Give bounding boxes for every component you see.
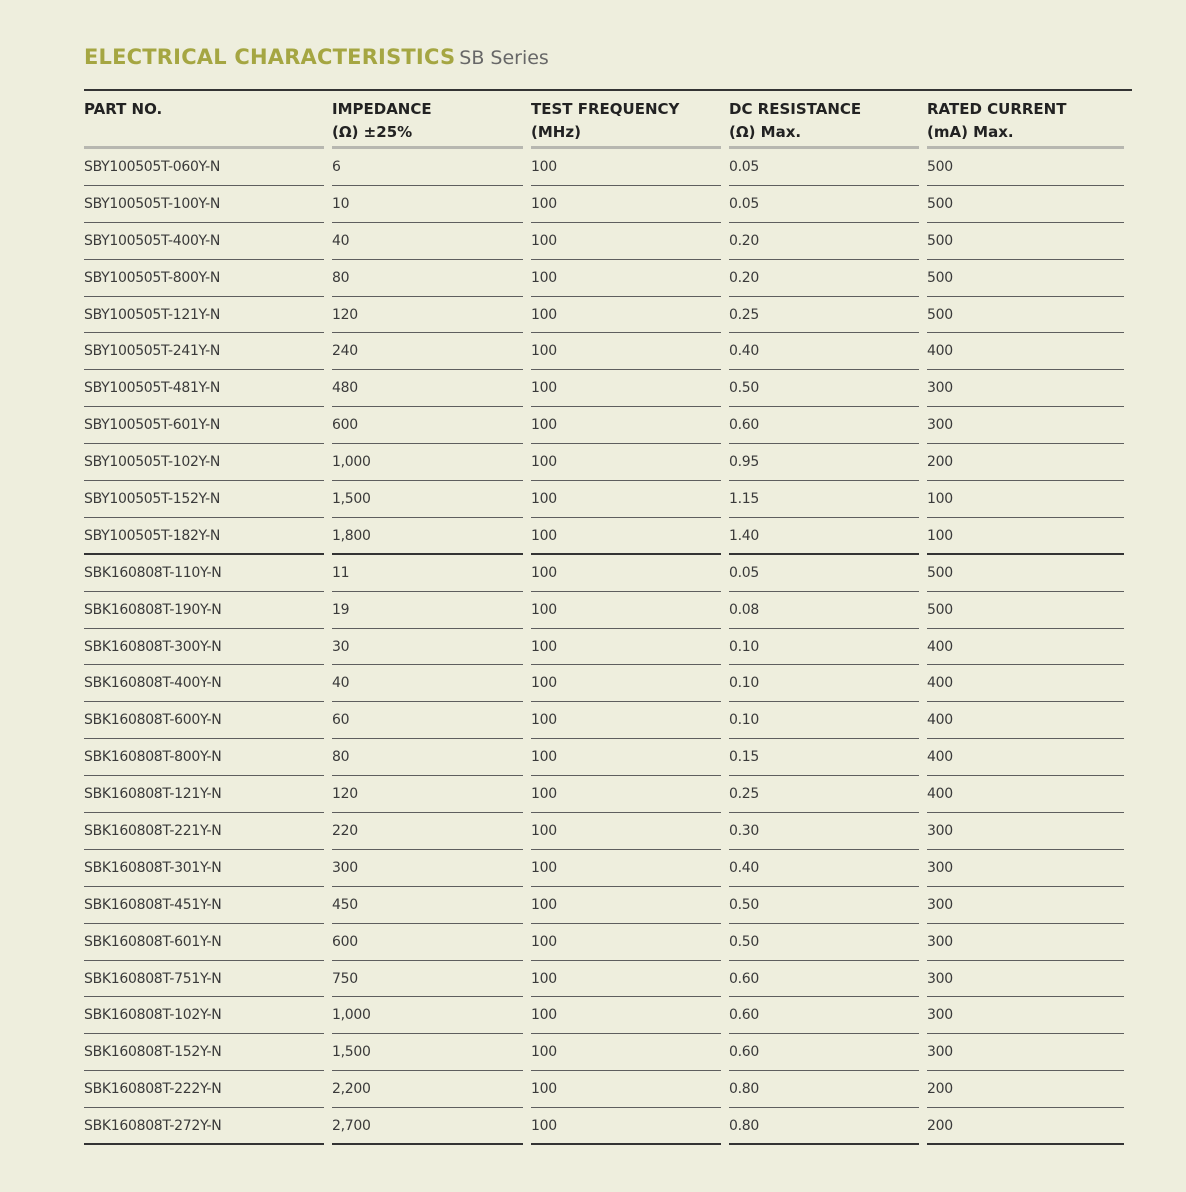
table-row [84,333,1132,370]
impedance-cell: 240 [332,333,523,370]
impedance-cell: 1,000 [332,444,523,481]
impedance-cell: 480 [332,370,523,407]
table-row [84,297,1132,334]
table-body [84,149,1132,1145]
impedance-cell: 40 [332,223,523,260]
part-no-cell: SBK160808T-301Y-N [84,850,324,887]
part-no-cell: SBK160808T-600Y-N [84,702,324,739]
dc-resistance-cell: 0.60 [729,1034,919,1071]
dc-resistance-cell: 0.80 [729,1108,919,1145]
part-no-cell: SBY100505T-800Y-N [84,260,324,297]
dc-resistance-cell: 0.25 [729,776,919,813]
test-frequency-cell: 100 [531,186,721,223]
dc-resistance-cell: 1.15 [729,481,919,518]
impedance-cell: 1,000 [332,997,523,1034]
dc-resistance-cell: 0.10 [729,665,919,702]
part-no-cell: SBK160808T-800Y-N [84,739,324,776]
impedance-cell: 2,200 [332,1071,523,1108]
dc-resistance-cell: 0.50 [729,370,919,407]
part-no-cell: SBY100505T-400Y-N [84,223,324,260]
rated-current-cell: 200 [927,444,1124,481]
impedance-cell: 1,500 [332,481,523,518]
impedance-cell: 80 [332,260,523,297]
part-no-cell: SBK160808T-272Y-N [84,1108,324,1145]
part-no-cell: SBK160808T-400Y-N [84,665,324,702]
rated-current-cell: 400 [927,665,1124,702]
part-no-cell: SBK160808T-601Y-N [84,924,324,961]
rated-current-cell: 300 [927,887,1124,924]
table-row [84,961,1132,998]
dc-resistance-cell: 0.10 [729,702,919,739]
dc-resistance-cell: 0.60 [729,407,919,444]
part-no-cell: SBK160808T-451Y-N [84,887,324,924]
rated-current-cell: 200 [927,1071,1124,1108]
rated-current-cell: 300 [927,370,1124,407]
rated-current-cell: 300 [927,997,1124,1034]
title-series: SB Series [459,47,549,69]
dc-resistance-cell: 0.05 [729,149,919,186]
test-frequency-cell: 100 [531,518,721,555]
table-row [84,997,1132,1034]
table-row [84,186,1132,223]
impedance-cell: 19 [332,592,523,629]
rated-current-cell: 300 [927,961,1124,998]
part-no-cell: SBY100505T-121Y-N [84,297,324,334]
rated-current-cell: 500 [927,592,1124,629]
impedance-cell: 450 [332,887,523,924]
dc-resistance-cell: 0.50 [729,924,919,961]
table-row [84,850,1132,887]
test-frequency-cell: 100 [531,924,721,961]
rated-current-cell: 500 [927,297,1124,334]
impedance-cell: 60 [332,702,523,739]
table-row [84,776,1132,813]
impedance-cell: 40 [332,665,523,702]
test-frequency-cell: 100 [531,333,721,370]
dc-resistance-cell: 0.20 [729,260,919,297]
rated-current-cell: 500 [927,555,1124,592]
impedance-cell: 11 [332,555,523,592]
test-frequency-cell: 100 [531,260,721,297]
table-row [84,702,1132,739]
rated-current-cell: 400 [927,739,1124,776]
part-no-cell: SBK160808T-152Y-N [84,1034,324,1071]
part-no-cell: SBK160808T-102Y-N [84,997,324,1034]
part-no-cell: SBY100505T-481Y-N [84,370,324,407]
dc-resistance-cell: 0.10 [729,629,919,666]
rated-current-cell: 400 [927,629,1124,666]
table-row [84,1034,1132,1071]
test-frequency-cell: 100 [531,444,721,481]
rated-current-cell: 300 [927,1034,1124,1071]
impedance-cell: 80 [332,739,523,776]
table-row [84,149,1132,186]
test-frequency-cell: 100 [531,592,721,629]
impedance-cell: 300 [332,850,523,887]
table-row [84,1071,1132,1108]
impedance-cell: 120 [332,776,523,813]
test-frequency-cell: 100 [531,370,721,407]
table-row [84,665,1132,702]
test-frequency-cell: 100 [531,702,721,739]
table-row [84,1108,1132,1145]
test-frequency-cell: 100 [531,961,721,998]
rated-current-cell: 300 [927,850,1124,887]
part-no-cell: SBY100505T-152Y-N [84,481,324,518]
dc-resistance-cell: 0.20 [729,223,919,260]
part-no-cell: SBY100505T-100Y-N [84,186,324,223]
table-row [84,739,1132,776]
table-row [84,223,1132,260]
test-frequency-cell: 100 [531,481,721,518]
test-frequency-cell: 100 [531,297,721,334]
impedance-cell: 10 [332,186,523,223]
test-frequency-cell: 100 [531,997,721,1034]
table-row [84,813,1132,850]
rated-current-cell: 400 [927,333,1124,370]
header-test-frequency: TEST FREQUENCY (MHz) [531,91,721,149]
part-no-cell: SBY100505T-241Y-N [84,333,324,370]
impedance-cell: 600 [332,924,523,961]
dc-resistance-cell: 0.40 [729,850,919,887]
part-no-cell: SBY100505T-601Y-N [84,407,324,444]
impedance-cell: 750 [332,961,523,998]
impedance-cell: 220 [332,813,523,850]
table-row [84,924,1132,961]
page-title [84,45,549,69]
rated-current-cell: 300 [927,813,1124,850]
rated-current-cell: 200 [927,1108,1124,1145]
impedance-cell: 2,700 [332,1108,523,1145]
test-frequency-cell: 100 [531,813,721,850]
table-row [84,887,1132,924]
test-frequency-cell: 100 [531,407,721,444]
test-frequency-cell: 100 [531,665,721,702]
dc-resistance-cell: 0.50 [729,887,919,924]
test-frequency-cell: 100 [531,1034,721,1071]
table-row [84,444,1132,481]
impedance-cell: 1,800 [332,518,523,555]
part-no-cell: SBK160808T-121Y-N [84,776,324,813]
title-main: ELECTRICAL CHARACTERISTICS [84,45,456,69]
table-row [84,555,1132,592]
part-no-cell: SBK160808T-221Y-N [84,813,324,850]
table-row [84,518,1132,555]
test-frequency-cell: 100 [531,1071,721,1108]
rated-current-cell: 500 [927,260,1124,297]
dc-resistance-cell: 1.40 [729,518,919,555]
test-frequency-cell: 100 [531,739,721,776]
dc-resistance-cell: 0.05 [729,186,919,223]
part-no-cell: SBK160808T-110Y-N [84,555,324,592]
dc-resistance-cell: 0.25 [729,297,919,334]
table-header [84,91,1132,149]
dc-resistance-cell: 0.15 [729,739,919,776]
rated-current-cell: 300 [927,924,1124,961]
rated-current-cell: 300 [927,407,1124,444]
dc-resistance-cell: 0.30 [729,813,919,850]
table-row [84,370,1132,407]
dc-resistance-cell: 0.95 [729,444,919,481]
part-no-cell: SBY100505T-060Y-N [84,149,324,186]
electrical-characteristics-table [84,89,1132,1145]
header-dc-resistance: DC RESISTANCE (Ω) Max. [729,91,919,149]
table-row [84,407,1132,444]
rated-current-cell: 400 [927,702,1124,739]
part-no-cell: SBY100505T-182Y-N [84,518,324,555]
rated-current-cell: 100 [927,481,1124,518]
rated-current-cell: 500 [927,186,1124,223]
dc-resistance-cell: 0.05 [729,555,919,592]
test-frequency-cell: 100 [531,629,721,666]
part-no-cell: SBK160808T-222Y-N [84,1071,324,1108]
impedance-cell: 30 [332,629,523,666]
test-frequency-cell: 100 [531,850,721,887]
part-no-cell: SBK160808T-300Y-N [84,629,324,666]
dc-resistance-cell: 0.40 [729,333,919,370]
table-row [84,481,1132,518]
impedance-cell: 6 [332,149,523,186]
impedance-cell: 120 [332,297,523,334]
rated-current-cell: 500 [927,149,1124,186]
dc-resistance-cell: 0.08 [729,592,919,629]
dc-resistance-cell: 0.60 [729,961,919,998]
test-frequency-cell: 100 [531,776,721,813]
test-frequency-cell: 100 [531,223,721,260]
table-row [84,592,1132,629]
test-frequency-cell: 100 [531,149,721,186]
rated-current-cell: 100 [927,518,1124,555]
table-row [84,629,1132,666]
test-frequency-cell: 100 [531,1108,721,1145]
header-part-no: PART NO. [84,91,324,149]
impedance-cell: 600 [332,407,523,444]
rated-current-cell: 400 [927,776,1124,813]
header-rated-current: RATED CURRENT (mA) Max. [927,91,1124,149]
dc-resistance-cell: 0.60 [729,997,919,1034]
dc-resistance-cell: 0.80 [729,1071,919,1108]
test-frequency-cell: 100 [531,555,721,592]
part-no-cell: SBK160808T-751Y-N [84,961,324,998]
impedance-cell: 1,500 [332,1034,523,1071]
part-no-cell: SBK160808T-190Y-N [84,592,324,629]
part-no-cell: SBY100505T-102Y-N [84,444,324,481]
table-row [84,260,1132,297]
header-impedance: IMPEDANCE (Ω) ±25% [332,91,523,149]
rated-current-cell: 500 [927,223,1124,260]
test-frequency-cell: 100 [531,887,721,924]
